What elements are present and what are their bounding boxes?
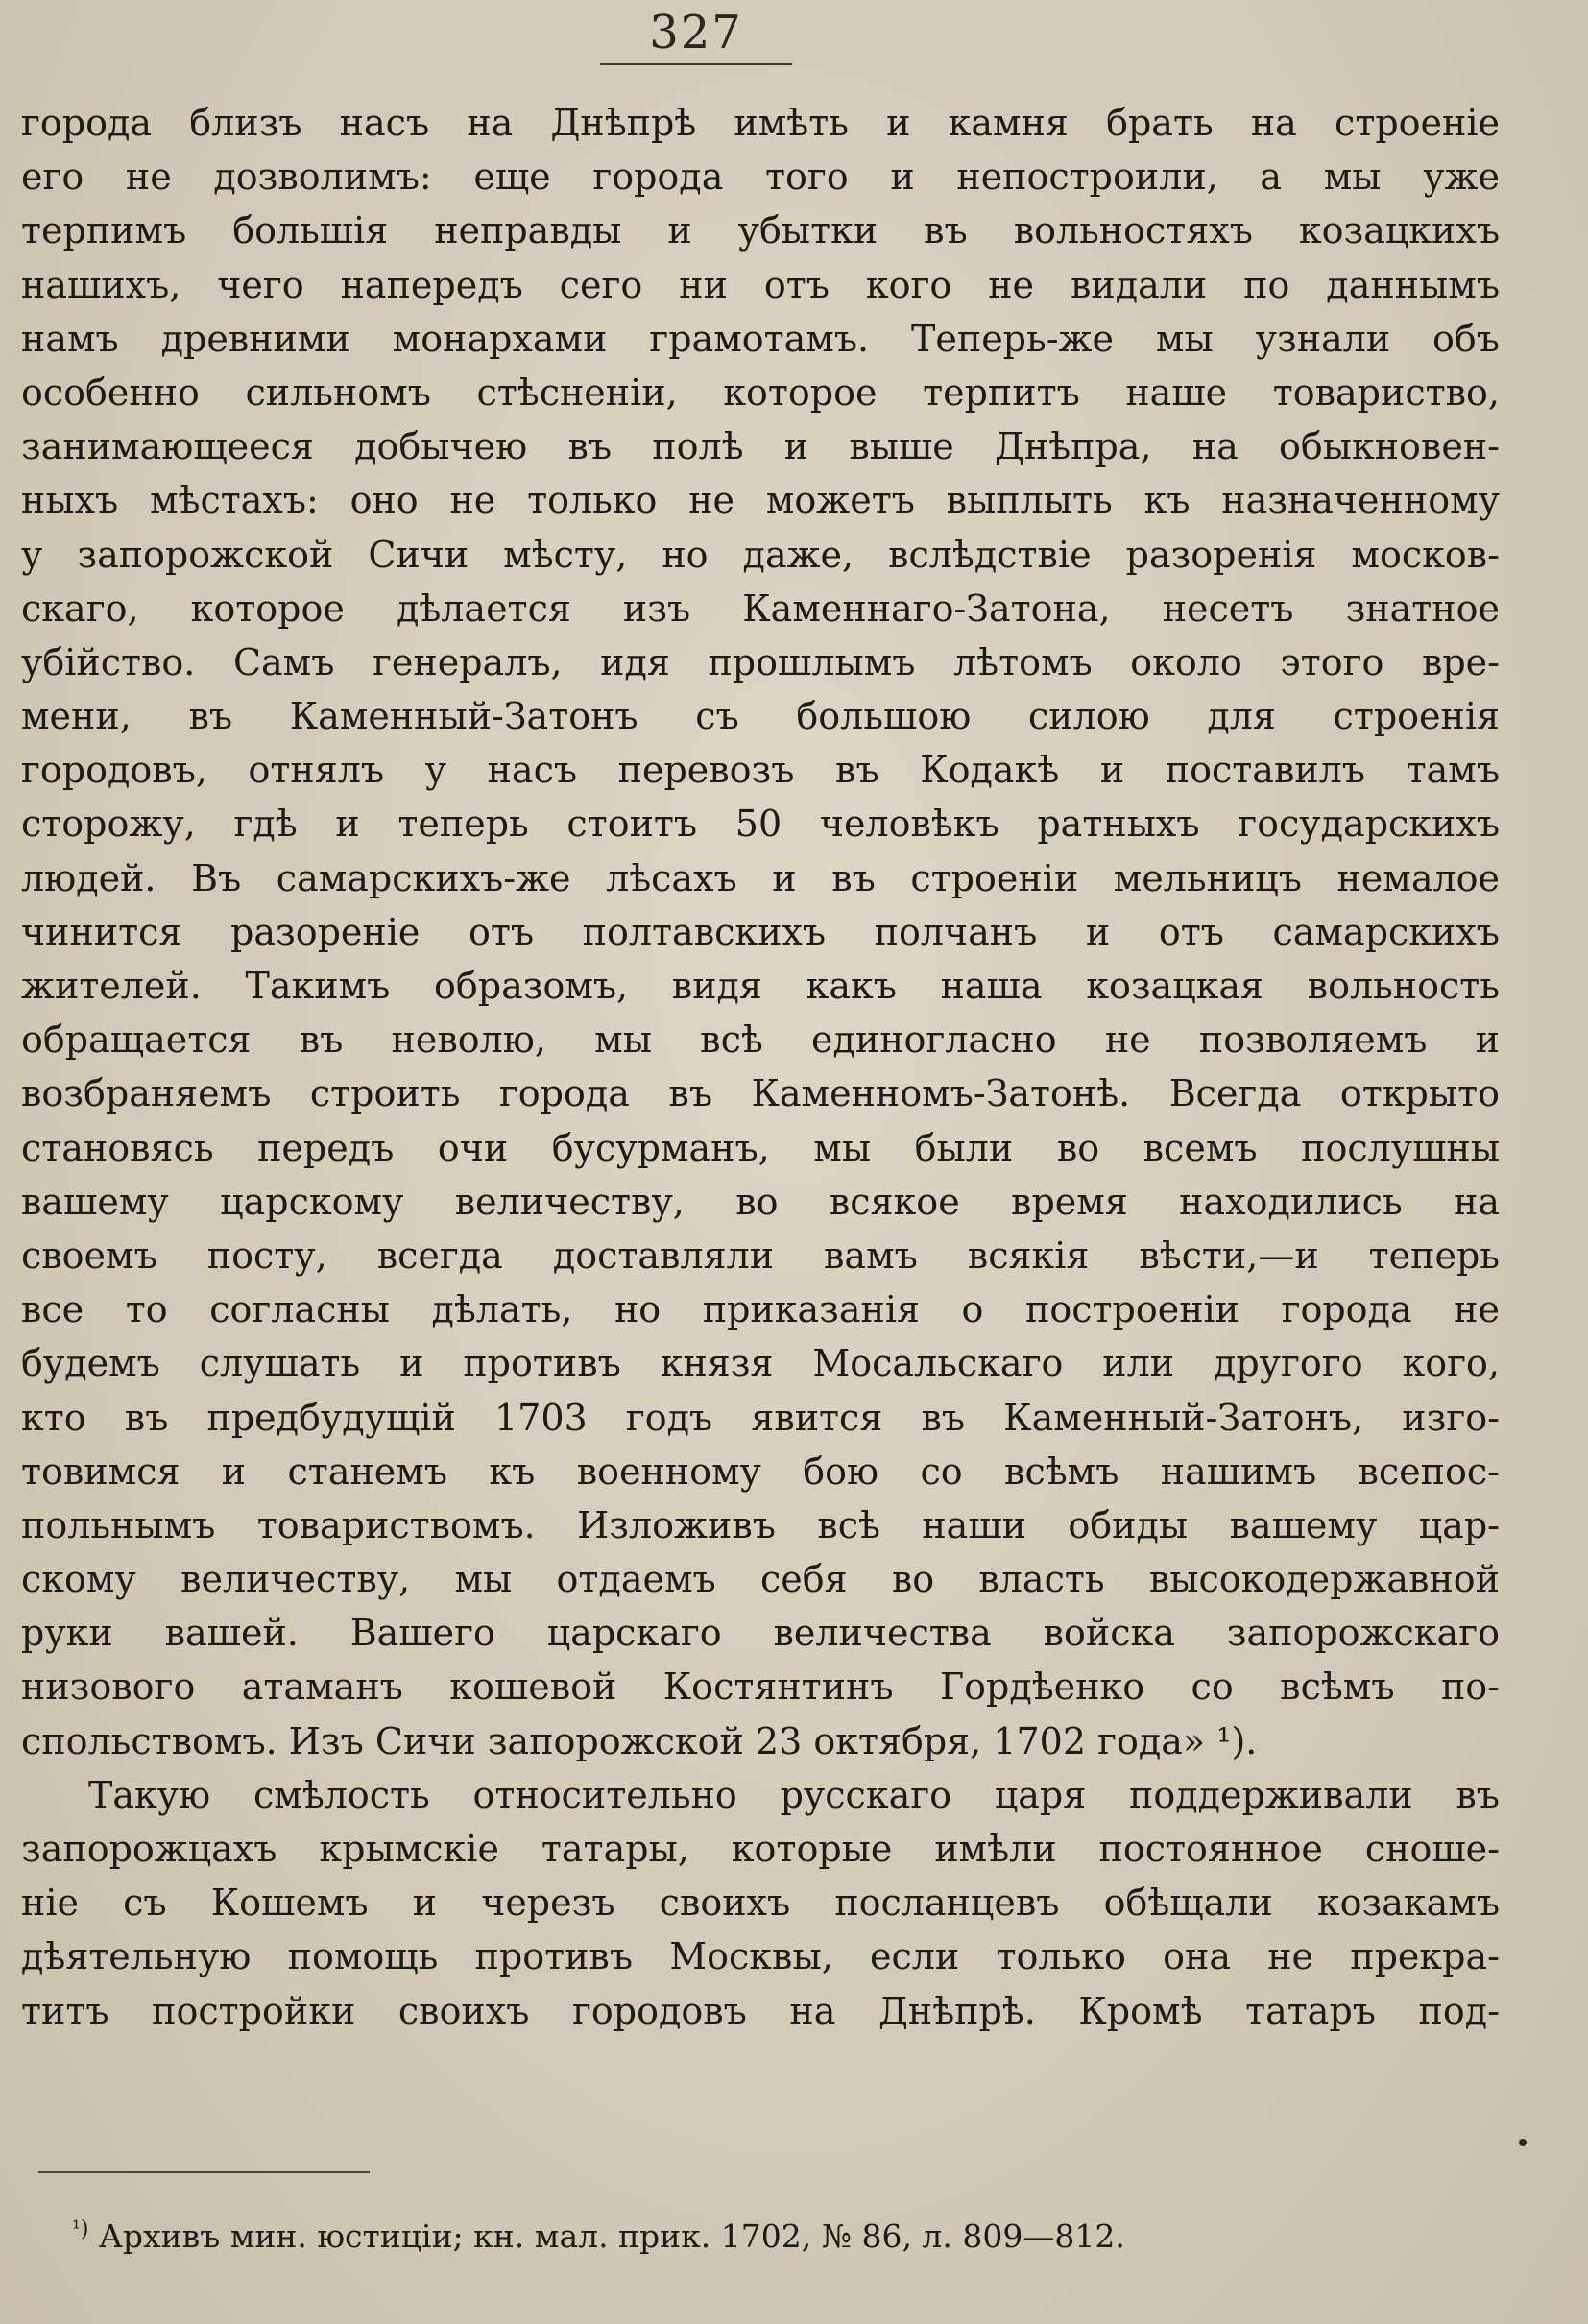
footnote-rule [38,2171,370,2173]
page-number: 327 [649,6,743,60]
text-line: мени, въ Каменный-Затонъ съ большою силою для строенія [21,695,1500,738]
text-line: чинится разореніе отъ полтавскихъ полчанъ и отъ самарскихъ [21,910,1500,953]
text-line: убійство. Самъ генералъ, идя прошлымъ лѣтомъ около этого вре- [21,640,1500,683]
text-line: спольствомъ. Изъ Сичи запорожской 23 октября, 1702 года» ¹). [21,1719,1258,1762]
text-line: занимающееся добычею въ полѣ и выше Днѣпра, на обыкновен- [21,425,1500,468]
text-line: его не дозволимъ: еще города того и непостроили, а мы уже [21,156,1500,199]
text-line: титъ постройки своихъ городовъ на Днѣпрѣ. Кромѣ татаръ под- [21,1989,1500,2032]
text-line: запорожцахъ крымскіе татары, которые имѣли постоянное сноше- [21,1828,1500,1870]
text-line: кто въ предбудущій 1703 годъ явится въ Каменный-Затонъ, изго- [21,1396,1500,1439]
footnote-marker: ¹) [72,2217,89,2241]
footnote [72,2217,1125,2255]
text-line: низового атаманъ кошевой Костянтинъ Гордѣенко со всѣмъ по- [21,1665,1500,1709]
text-line: товимся и станемъ къ военному бою со всѣмъ нашимъ всепос- [21,1450,1500,1493]
text-line: городовъ, отнялъ у насъ перевозъ въ Кодакѣ и поставилъ тамъ [21,749,1500,792]
footnote-text: Архивъ мин. юстиціи; кн. мал. прик. 1702, № 86, л. 809—812. [98,2217,1125,2255]
text-line: сторожу, гдѣ и теперь стоитъ 50 человѣкъ ратныхъ государскихъ [21,803,1500,846]
text-line: своемъ посту, всегда доставляли вамъ всякія вѣсти,—и теперь [21,1234,1500,1277]
text-line: обращается въ неволю, мы всѣ единогласно не позволяемъ и [21,1018,1500,1062]
text-line: все то согласны дѣлать, но приказанія о построеніи города не [21,1288,1500,1331]
text-line: руки вашей. Вашего царскаго величества войска запорожскаго [21,1612,1500,1655]
body-text [21,96,1500,2038]
text-line: ныхъ мѣстахъ: оно не только не можетъ выплыть къ назначенному [21,479,1500,522]
text-line: у запорожской Сичи мѣсту, но даже, вслѣдствіе разоренія москов- [21,533,1500,576]
text-line: ніе съ Кошемъ и черезъ своихъ посланцевъ обѣщали козакамъ [21,1881,1500,1925]
text-line: терпимъ большія неправды и убытки въ вольностяхъ козацкихъ [21,209,1500,252]
ink-speck [1519,2139,1527,2146]
text-line: вашему царскому величеству, во всякое время находились на [21,1180,1500,1223]
paragraph-start-line: Такую смѣлость относительно русскаго царя поддерживали въ [88,1773,1500,1816]
text-line: скому величеству, мы отдаемъ себя во власть высокодержавной [21,1558,1500,1601]
text-line: города близъ насъ на Днѣпрѣ имѣть и камня брать на строеніе [21,102,1500,144]
page-number-rule [600,63,792,65]
text-line: жителей. Такимъ образомъ, видя какъ наша козацкая вольность [21,965,1500,1007]
text-line: особенно сильномъ стѣсненіи, которое терпитъ наше товариство, [21,371,1500,414]
text-line: людей. Въ самарскихъ-же лѣсахъ и въ строеніи мельницъ немалое [21,856,1500,899]
text-line: возбраняемъ строить города въ Каменномъ-Затонѣ. Всегда открыто [21,1072,1500,1115]
text-line: скаго, которое дѣлается изъ Каменнаго-Затона, несетъ знатное [21,587,1500,630]
text-line: будемъ слушать и противъ князя Мосальскаго или другого кого, [21,1342,1500,1385]
text-line: становясь передъ очи бусурманъ, мы были во всемъ послушны [21,1126,1500,1169]
text-line: намъ древними монархами грамотамъ. Теперь-же мы узнали объ [21,317,1500,360]
text-line: польнымъ товариствомъ. Изложивъ всѣ наши обиды вашему цар- [21,1503,1500,1546]
text-line: дѣятельную помощь противъ Москвы, если только она не прекра- [21,1935,1500,1978]
text-line: нашихъ, чего напередъ сего ни отъ кого не видали по даннымъ [21,263,1500,306]
